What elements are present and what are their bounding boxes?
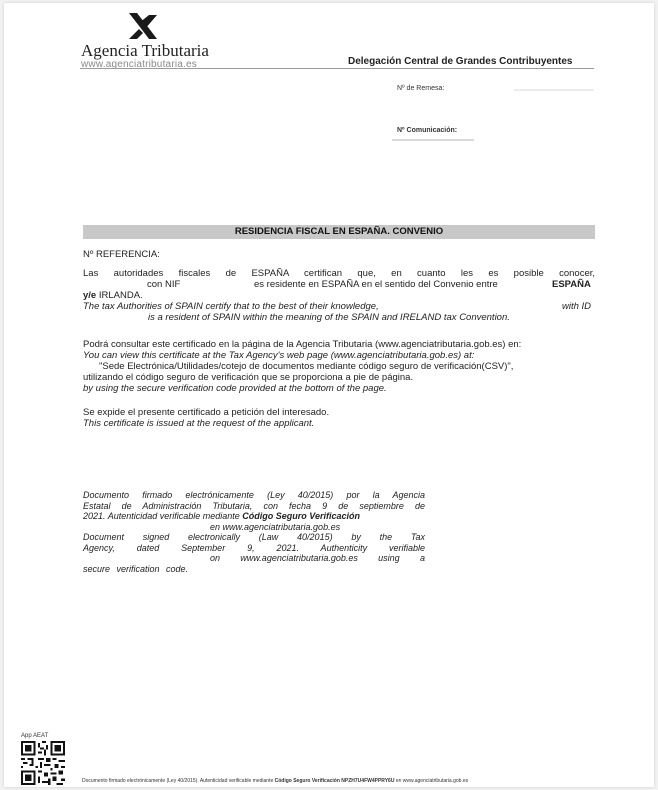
- cert-es-line2: es residente en ESPAÑA en el sentido del Convenio entre: [254, 279, 498, 290]
- document-page: [4, 3, 654, 787]
- cert-es-irlanda: IRLANDA.: [98, 290, 143, 301]
- cert-es-nif: con NIF: [147, 279, 181, 290]
- sig-line-2: Estatal de Administración Tributaria, con fecha 9 de septiembre de: [83, 500, 425, 511]
- remesa-label: Nº de Remesa:: [397, 85, 445, 92]
- sig-line-3b: Código Seguro Verificación: [242, 511, 360, 521]
- cert-es-line1: Las autoridades fiscales de ESPAÑA certifican que, en cuanto les es posible conocer,: [83, 268, 595, 279]
- consult-line1: Podrá consultar este certificado en la página de la Agencia Tributaria (www.agenciatributaria.gob.es) en:: [83, 339, 522, 350]
- sig-line-3a: 2021. Autenticidad verificable mediante: [83, 511, 240, 521]
- sig-line-1: Documento firmado electrónicamente (Ley 40/2015) por la Agencia: [83, 490, 425, 500]
- agency-name: Agencia Tributaria: [81, 41, 209, 60]
- footer-part1: Documento firmado electrónicamente (Ley 40/2015). Autenticidad verificable mediante: [82, 778, 274, 784]
- remesa-value-redacted: [514, 89, 594, 91]
- comunicacion-label: Nº Comunicación:: [397, 127, 458, 134]
- header-divider: [80, 68, 594, 69]
- signature-block: [83, 490, 425, 574]
- issued-line2: This certificate is issued at the request of the applicant.: [83, 418, 315, 429]
- sig-line-6: Agency, dated September 9, 2021. Authenticity verifiable: [83, 542, 425, 553]
- consult-line2: You can view this certificate at the Tax Agency's web page (www.agenciatributaria.gob.es) at:: [83, 350, 475, 361]
- sig-line-8: secure verification code.: [83, 563, 189, 574]
- footer-csv-code: Código Seguro Verificación NPZH7U4FW4PPRY6U: [274, 778, 395, 784]
- cert-en-line1: The tax Authorities of SPAIN certify that to the best of their knowledge,: [83, 301, 379, 312]
- cert-es-line3: [83, 291, 143, 302]
- issued-line1: Se expide el presente certificado a petición del interesado.: [83, 407, 330, 418]
- sig-line-3: [83, 511, 425, 522]
- consult-line3: "Sede Electrónica/Utilidades/cotejo de documentos mediante código seguro de verificación(CSV)",: [99, 361, 514, 372]
- sig-line-5: Document signed electronically (Law 40/2015) by the Tax: [83, 532, 425, 542]
- certificate-title: RESIDENCIA FISCAL EN ESPAÑA. CONVENIO: [83, 225, 595, 239]
- qr-code-icon: [21, 741, 65, 785]
- sig-line-4: en www.agenciatributaria.gob.es: [210, 521, 341, 532]
- cert-en-with-id: with ID: [562, 301, 592, 312]
- cert-es-country: ESPAÑA: [552, 279, 591, 290]
- consult-line5: by using the secure verification code provided at the bottom of the page.: [83, 383, 387, 394]
- cert-es-ye: y/e: [83, 290, 97, 301]
- sig-line-7: on www.agenciatributaria.gob.es using a: [210, 553, 425, 563]
- agency-url: www.agenciatributaria.es: [81, 59, 197, 70]
- footer-url: en www.agenciatributaria.gob.es: [395, 778, 469, 784]
- agency-logo: [81, 11, 231, 71]
- consult-line4: utilizando el código seguro de verificación que se proporciona a pie de página.: [83, 372, 414, 383]
- comunicacion-value-redacted: [392, 139, 474, 141]
- qr-label: App AEAT: [21, 733, 49, 739]
- footer-verification: [82, 778, 468, 784]
- cert-en-line2: is a resident of SPAIN within the meaning of the SPAIN and IRELAND tax Convention.: [148, 312, 510, 323]
- agencia-tributaria-logo-icon: [123, 11, 163, 41]
- referencia-label: Nº REFERENCIA:: [83, 249, 160, 260]
- delegacion-title: Delegación Central de Grandes Contribuyentes: [348, 56, 573, 67]
